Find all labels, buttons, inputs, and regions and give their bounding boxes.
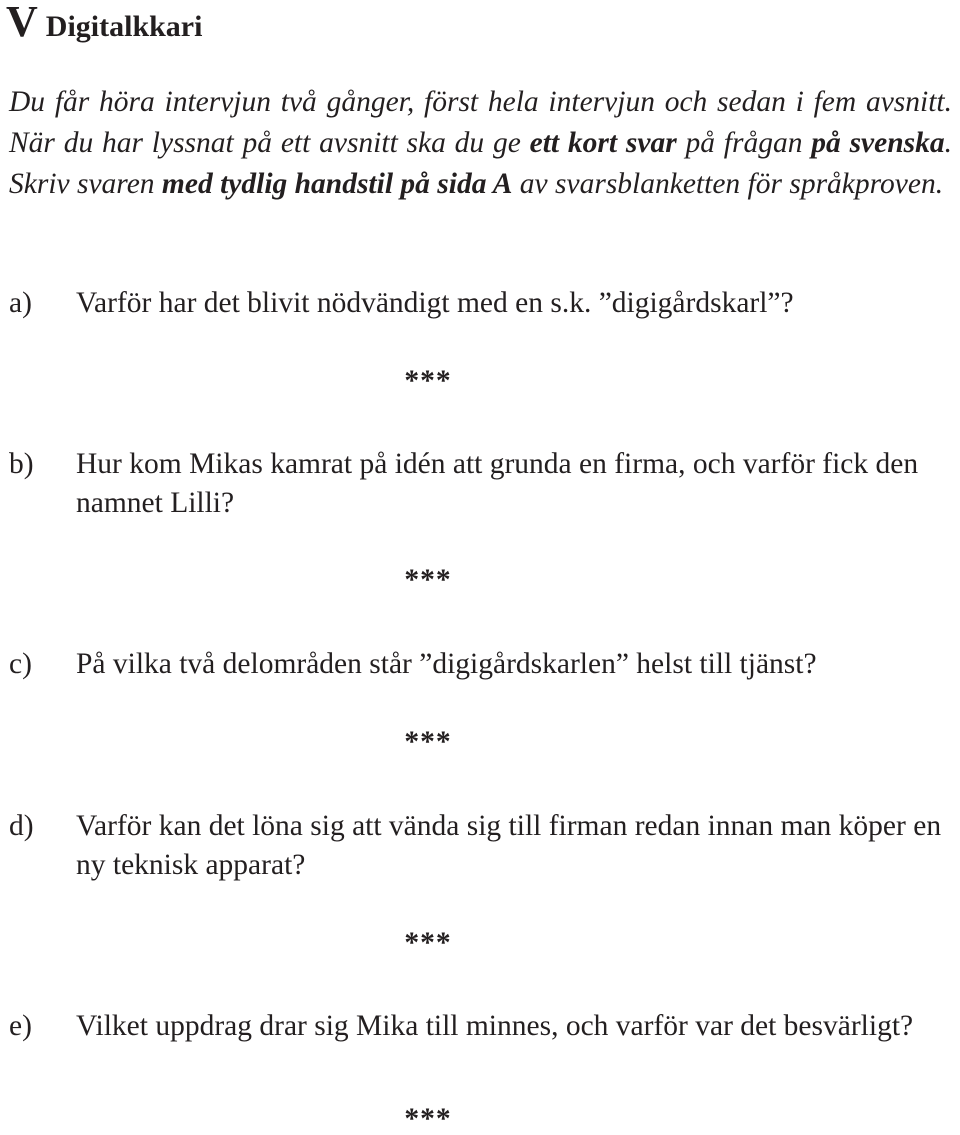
question-a: [9, 284, 952, 323]
answer-separator: ***: [404, 365, 452, 397]
question-text: Varför har det blivit nödvändigt med en s.k. ”digigårdskarl”?: [76, 287, 794, 319]
instructions-text: . Skriv svaren: [9, 127, 952, 200]
question-b: [9, 445, 952, 523]
question-letter: a): [9, 287, 32, 319]
answer-separator: ***: [404, 564, 452, 596]
answer-separator: ***: [404, 726, 452, 758]
section-title: Digitalkkari: [45, 10, 203, 43]
question-text: Varför kan det löna sig att vända sig till firman redan innan man köper en ny teknisk apparat?: [76, 810, 942, 881]
section-heading: [6, 0, 202, 49]
question-e: [9, 1007, 952, 1046]
instructions-emphasis: på svenska: [811, 127, 945, 159]
instructions-emphasis: med tydlig handstil på sida A: [161, 168, 513, 200]
instructions-paragraph: [9, 82, 952, 205]
instructions-text: på frågan: [676, 127, 812, 159]
question-text: Vilket uppdrag drar sig Mika till minnes, och varför var det besvärligt?: [76, 1010, 914, 1042]
answer-separator: ***: [404, 1103, 452, 1135]
question-d: [9, 807, 952, 885]
question-letter: c): [9, 648, 32, 680]
instructions-text: Du får höra intervjun två gånger, först hela intervjun och sedan i fem avsnitt. När du har lyssnat på ett avsnitt ska du ge: [9, 86, 952, 159]
instructions-text: av svarsblanketten för språkproven.: [512, 168, 944, 200]
question-c: [9, 645, 952, 684]
question-text: På vilka två delområden står ”digigårdskarlen” helst till tjänst?: [76, 648, 817, 680]
answer-separator: ***: [404, 927, 452, 959]
instructions-emphasis: ett kort svar: [529, 127, 677, 159]
question-letter: e): [9, 1010, 32, 1042]
question-text: Hur kom Mikas kamrat på idén att grunda en firma, och varför fick den namnet Lilli?: [76, 448, 919, 519]
question-letter: d): [9, 810, 34, 842]
question-letter: b): [9, 448, 34, 480]
section-number: V: [6, 0, 38, 46]
